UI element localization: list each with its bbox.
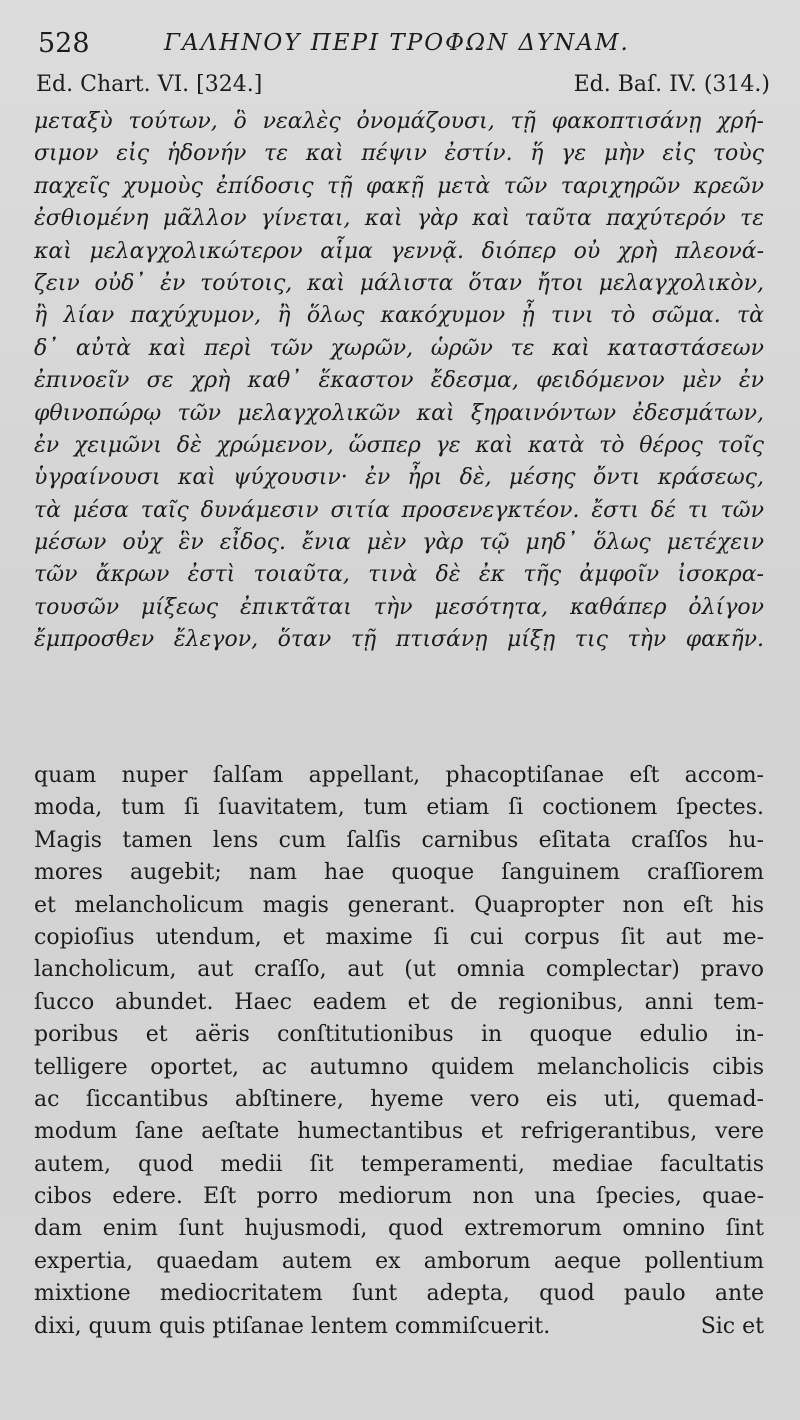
greek-text-line: ἢ λίαν παχύχυμον, ἢ ὅλως κακόχυμον ᾖ τινι τὸ σῶμα. τὰ xyxy=(34,303,764,329)
latin-text-line: ſucco abundet. Haec eadem et de regionibus, anni tem- xyxy=(34,989,764,1015)
edition-reference-left: Ed. Chart. VI. [324.] xyxy=(36,72,263,97)
greek-text-line: ζειν οὐδ᾽ ἐν τούτοις, καὶ μάλιστα ὅταν ἤτοι μελαγχολικὸν, xyxy=(34,270,764,296)
greek-text-line: μέσων οὐχ ἓν εἶδος. ἔνια μὲν γὰρ τῷ μηδ᾽ ὅλως μετέχειν xyxy=(34,530,764,556)
greek-text-line: μεταξὺ τούτων, ὃ νεαλὲς ὀνομάζουσι, τῇ φακοπτισάνῃ χρή- xyxy=(34,109,764,134)
latin-text-line: et melancholicum magis generant. Quapropter non eſt his xyxy=(34,892,764,918)
page-number: 528 xyxy=(38,28,90,59)
greek-text-line: φθινοπώρῳ τῶν μελαγχολικῶν καὶ ξηραινόντων ἐδεσμάτων, xyxy=(34,400,764,426)
latin-text-line: Magis tamen lens cum ſalſis carnibus eſitata craſſos hu- xyxy=(34,827,764,853)
latin-text-line: lancholicum, aut craſſo, aut (ut omnia complectar) pravo xyxy=(34,957,764,983)
latin-text-line: modum ſane aeſtate humectantibus et refrigerantibus, vere xyxy=(34,1119,764,1145)
latin-text-line: dam enim ſunt hujusmodi, quod extremorum omnino ſint xyxy=(34,1216,764,1242)
latin-text-line: mores augebit; nam hae quoque ſanguinem craſſiorem xyxy=(34,860,764,886)
latin-text-line: moda, tum ſi ſuavitatem, tum etiam ſi coctionem ſpectes. xyxy=(34,795,764,821)
latin-text-line xyxy=(34,1311,764,1343)
latin-text-line: cibos edere. Eſt porro mediorum non una ſpecies, quae- xyxy=(34,1184,764,1210)
page-header xyxy=(38,28,778,64)
catchword: Sic et xyxy=(700,1313,764,1339)
latin-text-line: telligere oportet, ac autumno quidem melancholicis cibis xyxy=(34,1054,764,1080)
latin-text-line: poribus et aëris conſtitutionibus in quoque edulio in- xyxy=(34,1022,764,1048)
greek-text-line: καὶ μελαγχολικώτερον αἷμα γεννᾷ. διόπερ οὐ χρὴ πλεονά- xyxy=(34,238,764,264)
greek-text-line: τουσῶν μίξεως ἐπικτᾶται τὴν μεσότητα, καθάπερ ὀλίγον xyxy=(34,594,764,620)
latin-text-line: expertia, quaedam autem ex amborum aeque pollentium xyxy=(34,1248,764,1274)
running-title: ΓΑΛΗΝΟΥ ΠΕΡΙ ΤΡΟΦΩΝ ΔΥΝΑΜ. xyxy=(164,30,630,56)
greek-text-line: τῶν ἄκρων ἐστὶ τοιαῦτα, τινὰ δὲ ἐκ τῆς ἀμφοῖν ἰσοκρα- xyxy=(34,562,764,588)
greek-text-line: τὰ μέσα ταῖς δυνάμεσιν σιτία προσενεγκτέον. ἔστι δέ τι τῶν xyxy=(34,497,764,523)
greek-text-line: ἐν χειμῶνι δὲ χρώμενον, ὥσπερ γε καὶ κατὰ τὸ θέρος τοῖς xyxy=(34,432,764,458)
latin-text-block xyxy=(34,760,764,1343)
greek-text-line: ἔμπροσθεν ἔλεγον, ὅταν τῇ πτισάνῃ μίξῃ τις τὴν φακῆν. xyxy=(34,627,764,653)
greek-text-line: ὑγραίνουσι καὶ ψύχουσιν· ἐν ἦρι δὲ, μέσης ὄντι κράσεως, xyxy=(34,465,764,491)
greek-text-line: δ᾽ αὐτὰ καὶ περὶ τῶν χωρῶν, ὡρῶν τε καὶ καταστάσεων xyxy=(34,335,764,361)
latin-text-line: copioſius utendum, et maxime ſi cui corpus ſit aut me- xyxy=(34,924,764,950)
greek-text-line: παχεῖς χυμοὺς ἐπίδοσις τῇ φακῇ μετὰ τῶν ταριχηρῶν κρεῶν xyxy=(34,173,764,199)
greek-text-block xyxy=(34,106,764,657)
greek-text-line: ἐσθιομένη μᾶλλον γίνεται, καὶ γὰρ καὶ ταῦτα παχύτερόν τε xyxy=(34,206,764,232)
latin-text-line: autem, quod medii ſit temperamenti, mediae facultatis xyxy=(34,1151,764,1177)
latin-text-line: quam nuper ſalſam appellant, phacoptiſanae eſt accom- xyxy=(34,763,764,788)
latin-text-line-main: dixi, quum quis ptiſanae lentem commiſcuerit. xyxy=(34,1313,551,1339)
latin-text-line: ac ſiccantibus abſtinere, hyeme vero eis uti, quemad- xyxy=(34,1086,764,1112)
greek-text-line: σιμον εἰς ἡδονήν τε καὶ πέψιν ἐστίν. ἥ γε μὴν εἰς τοὺς xyxy=(34,141,764,167)
greek-text-line: ἐπινοεῖν σε χρὴ καθ᾽ ἕκαστον ἔδεσμα, φειδόμενον μὲν ἐν xyxy=(34,368,764,394)
latin-text-line: mixtione mediocritatem ſunt adepta, quod paulo ante xyxy=(34,1281,764,1307)
edition-reference-right: Ed. Baſ. IV. (314.) xyxy=(573,72,770,97)
